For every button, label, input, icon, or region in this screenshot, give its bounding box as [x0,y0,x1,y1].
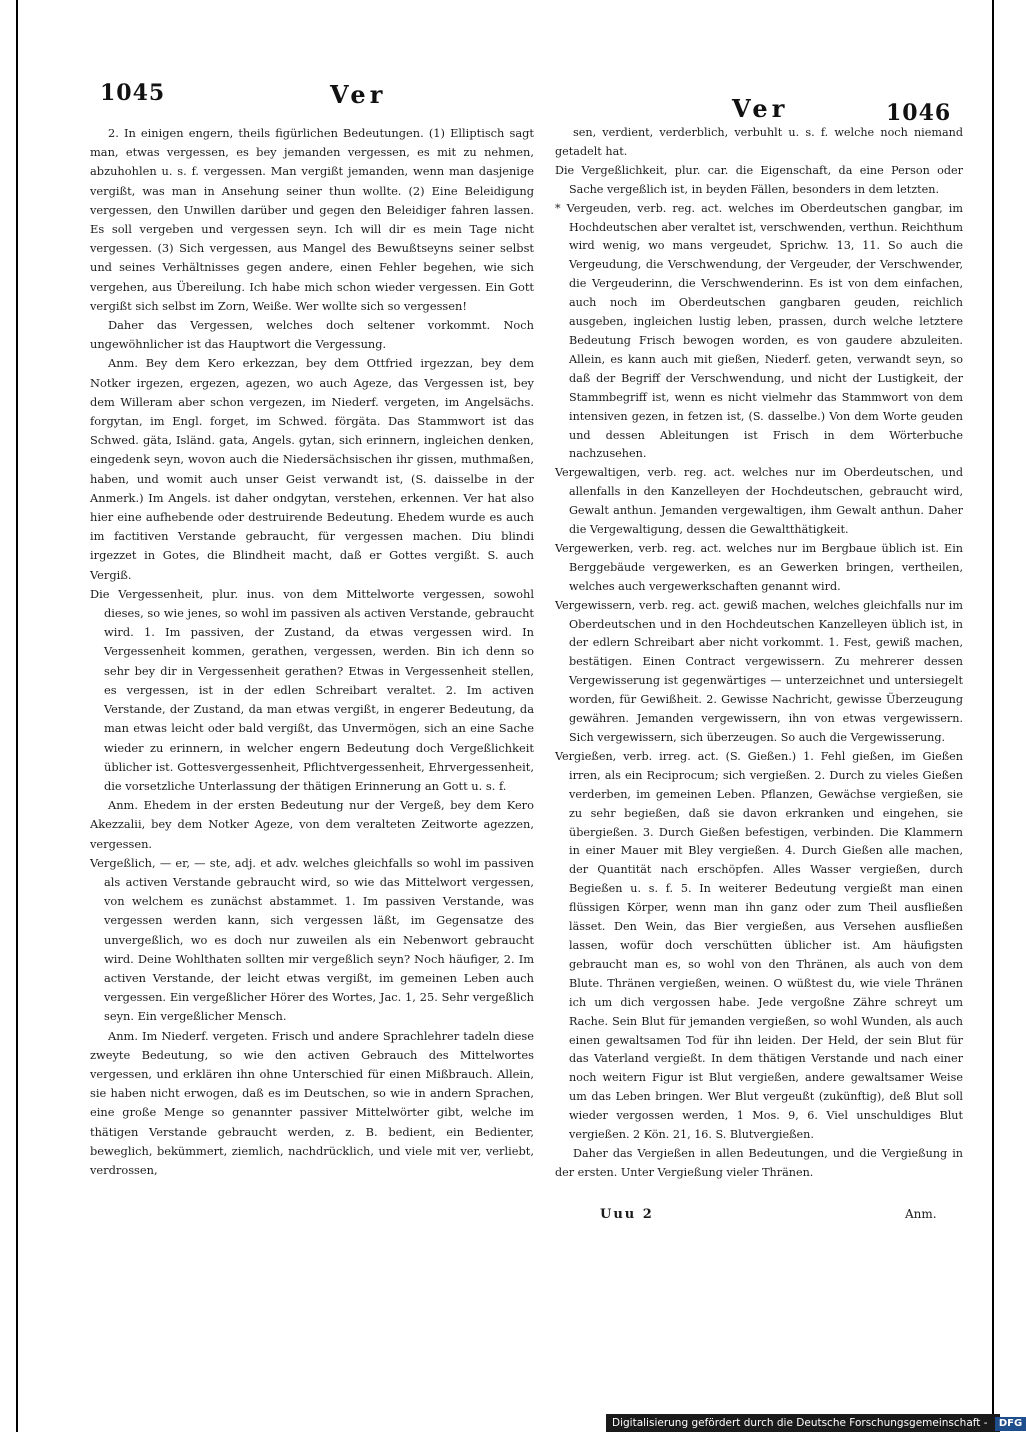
right-column [555,124,963,1183]
left-page-number: 1045 [100,80,166,106]
entry-paragraph: sen, verdient, verderblich, verbuhlt u. s. f. welche noch niemand getadelt hat. [555,126,963,158]
dictionary-entry-vergessenheit: Die Vergessenheit, plur. inus. von dem Mittelworte vergessen, sowohl dieses, so wie jenes, so wohl im passiven als activen Verstande, gebraucht wird. 1. Im passiven, der Zustand, da etwas vergessen wird. In Vergessenheit kommen, gerathen, vergessen, werden. Bin ich denn so sehr bey dir in Vergessenheit gerathen? Etwas in Vergessenheit stellen, es vergessen, ist in der edlen Schreibart veraltet. 2. Im activen Verstande, der Zustand, da man etwas vergißt, in engerer Bedeutung, da man etwas leicht oder bald vergißt, das Unvermögen, sich an eine Sache wieder zu erinnern, in welcher engern Bedeutung doch Vergeßlichkeit üblicher ist. Gottesvergessenheit, Pflichtvergessenheit, Ehrvergessenheit, die vorsetzliche Unterlassung der thätigen Erinnerung an Gott u. s. f. [90,586,534,793]
scan-edge-left [16,0,18,1432]
dictionary-entry-vergiessen: Vergießen, verb. irreg. act. (S. Gießen.) 1. Fehl gießen, im Gießen irren, als ein Reciprocum; sich vergießen. 2. Durch zu vieles Gießen verderben, im gemeinen Leben. Pflanzen, Gewächse vergießen, sie zu sehr begießen, daß sie davon erkranken und eingehen, sie übergießen. 3. Durch Gießen befestigen, verbinden. Die Klammern in einer Mauer mit Bley vergießen. 4. Durch Gießen alle machen, der Quantität nach erschöpfen. Alles Wasser vergießen, durch Begießen u. s. f. 5. In weiterer Bedeutung vergießt man einen flüssigen Körper, wenn man ihn ganz oder zum Theil ausfließen lässet. Den Wein, das Bier vergießen, aus Versehen ausfließen lassen, wofür doch verschütten üblicher ist. Am häufigsten gebraucht man es, so wohl von den Thränen, als auch von dem Blute. Thränen vergießen, weinen. O wüßtest du, wie viele Thränen ich um dich vergossen habe. Jede vergoßne Zähre schreyt um Rache. Sein Blut für jemanden vergießen, so wohl Wunden, als auch einen gewaltsamen Tod für ihn leiden. Der Held, der sein Blut für das Vaterland vergießt. In dem thätigen Verstande und nach einer noch weitern Figur ist Blut vergießen, andere gewaltsamer Weise um das Leben bringen. Wer Blut vergeußt (zukünftig), deß Blut soll wieder vergossen werden, 1 Mos. 9, 6. Viel unschuldiges Blut vergießen. 2 Kön. 21, 16. S. Blutvergießen. [555,749,963,1142]
left-column [90,124,534,1180]
dictionary-entry-vergesslichkeit: Die Vergeßlichkeit, plur. car. die Eigenschaft, da eine Person oder Sache vergeßlich ist, in beyden Fällen, besonders in dem letzten. [555,163,963,196]
funding-footer [606,1414,1023,1432]
right-running-headword: Ver [732,94,789,123]
scan-edge-right [992,0,994,1432]
left-running-headword: Ver [330,80,387,109]
catchword: Anm. [905,1207,937,1221]
entry-paragraph: Daher das Vergießen in allen Bedeutungen, und die Vergießung in der ersten. Unter Vergießung vieler Thränen. [555,1146,963,1179]
dictionary-entry-vergeuden: * Vergeuden, verb. reg. act. welches im Oberdeutschen gangbar, im Hochdeutschen aber veraltet ist, verschwenden, verthun. Reichthum wird wenig, wo mans vergeudet, Sprichw. 13, 11. So auch die Vergeudung, die Verschwendung, der Vergeuder, der Verschwender, die Vergeuderinn, die Verschwenderinn. Es ist von dem einfachen, auch noch im Oberdeutschen gangbaren geuden, reichlich ausgeben, ingleichen lustig leben, prassen, durch welche letztere Bedeutung Frisch bewogen worden, es von gaudere abzuleiten. Allein, es kann auch mit gießen, Niederf. geten, verwandt seyn, so daß der Begriff der Verschwendung, und nicht der Lustigkeit, der Stammbegriff ist, wenn es nicht vielmehr das Stammwort von dem intensiven gezen, in fetzen ist, (S. dasselbe.) Von dem Worte geuden und dessen Ableitungen ist Frisch in dem Wörterbuche nachzusehen. [555,201,963,461]
dictionary-entry-vergewaltigen: Vergewaltigen, verb. reg. act. welches nur im Oberdeutschen, und allenfalls in den Kanzelleyen der Hochdeutschen, gebraucht wird, Gewalt anthun. Jemanden vergewaltigen, ihm Gewalt anthun. Daher die Vergewaltigung, dessen die Gewaltthätigkeit. [555,466,963,537]
right-page-number: 1046 [886,100,952,126]
entry-paragraph: Anm. Ehedem in der ersten Bedeutung nur der Vergeß, bey dem Kero Akezzalii, bey dem Notker Ageze, von dem veralteten Zeitworte agezzen, vergessen. [90,798,534,851]
dictionary-entry-vergewerken: Vergewerken, verb. reg. act. welches nur im Bergbaue üblich ist. Ein Berggebäude vergewerken, es an Gewerken bringen, vertheilen, welches auch vergewerkschaften genannt wird. [555,541,963,593]
entry-paragraph: Daher das Vergessen, welches doch seltener vorkommt. Noch ungewöhnlicher ist das Hauptwort die Vergessung. [90,318,534,352]
dictionary-entry-vergesslich: Vergeßlich, — er, — ste, adj. et adv. welches gleichfalls so wohl im passiven als activen Verstande gebraucht wird, so wie das Mittelwort vergessen, von welchem es zunächst abstammet. 1. Im passiven Verstande, was vergessen werden kann, sich vergessen läßt, im Gegensatze des unvergeßlich, wo es doch nur zuweilen als ein Nebenwort gebraucht wird. Deine Wohlthaten sollten mir vergeßlich seyn? Noch häufiger, 2. Im activen Verstande, der leicht etwas vergißt, im gemeinen Leben auch vergessen. Ein vergeßlicher Hörer des Wortes, Jac. 1, 25. Sehr vergeßlich seyn. Ein vergeßlicher Mensch. [90,855,534,1024]
footer-text: Digitalisierung gefördert durch die Deutsche Forschungsgemeinschaft - [612,1417,988,1429]
dfg-logo: DFG [995,1417,1026,1431]
signature-mark: Uuu 2 [600,1207,654,1222]
entry-paragraph: 2. In einigen engern, theils figürlichen Bedeutungen. (1) Elliptisch sagt man, etwas vergessen, es bey jemanden vergessen, es mit zu nehmen, abzuhohlen u. s. f. vergessen. Man vergißt jemanden, wenn man dasjenige vergißt, was man in Ansehung seiner thun wollte. (2) Eine Beleidigung vergessen, den Unwillen darüber und gegen den Beleidiger fahren lassen. Es soll vergeben und vergessen seyn. Ich will dir es mein Tage nicht vergessen. (3) Sich vergessen, aus Mangel des Bewußtseyns seiner selbst und seines Verhältnisses gegen andere, einen Fehler begehen, wie sich vergehen, aus Übereilung. Ich habe mich schon wieder vergessen. Ein Gott vergißt sich selbst im Zorn, Weiße. Wer wollte sich so vergessen! [90,126,534,313]
entry-paragraph: Anm. Im Niederf. vergeten. Frisch und andere Sprachlehrer tadeln diese zweyte Bedeutung, so wie den activen Gebrauch des Mittelwortes vergessen, und erklären ihn ohne Unterschied für einen Mißbrauch. Allein, sie haben nicht erwogen, daß es im Deutschen, so wie in andern Sprachen, eine große Menge so genannter passiver Mittelwörter gibt, welche im thätigen Verstande gebraucht werden, z. B. bedient, ein Bedienter, beweglich, bekümmert, ziemlich, nachdrücklich, und viele mit ver, verliebt, verdrossen, [90,1028,534,1177]
entry-paragraph: Anm. Bey dem Kero erkezzan, bey dem Ottfried irgezzan, bey dem Notker irgezen, ergezen, agezen, wo auch Ageze, das Vergessen ist, bey dem Willeram aber schon vergezen, im Niederf. vergeten, im Angelsächs. forgytan, im Engl. forget, im Schwed. förgäta. Das Stammwort ist das Schwed. gäta, Isländ. gata, Angels. gytan, sich erinnern, ingleichen denken, eingedenk seyn, wovon auch die Niedersächsischen ihr gissen, muthmaßen, haben, und womit auch unser Geist verwandt ist, (S. daisselbe in der Anmerk.) Im Angels. ist daher ondgytan, verstehen, erkennen. Ver hat also hier eine aufhebende oder destruirende Bedeutung. Ehedem wurde es auch im factitiven Verstande gebraucht, für vergessen machen. Diu blindi irgezzet in Gotes, die Blindheit macht, daß er Gottes vergißt. S. auch Vergiß. [90,356,534,582]
dictionary-entry-vergewissern: Vergewissern, verb. reg. act. gewiß machen, welches gleichfalls nur im Oberdeutschen und in den Hochdeutschen Kanzelleyen üblich ist, in der edlern Schreibart aber nicht vorkommt. 1. Fest, gewiß machen, bestätigen. Einen Contract vergewissern. Zu mehrerer dessen Vergewisserung ist gegenwärtiges — unterzeichnet und untersiegelt worden, für Gewißheit. 2. Gewisse Nachricht, gewisse Überzeugung gewähren. Jemanden vergewissern, ihn von etwas vergewissern. Sich vergewissern, sich überzeugen. So auch die Vergewisserung. [555,598,963,744]
